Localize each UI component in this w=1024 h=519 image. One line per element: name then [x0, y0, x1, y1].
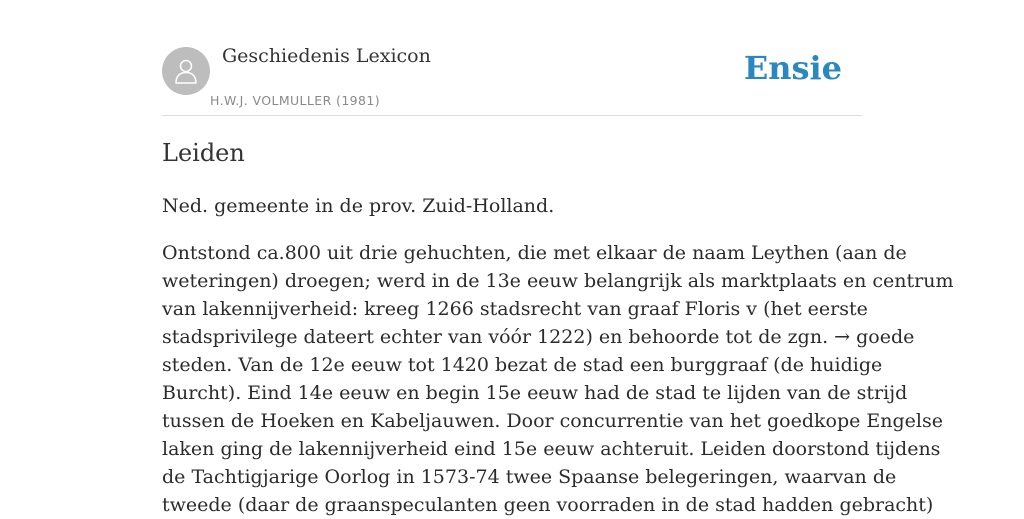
header-divider	[162, 115, 862, 116]
body-line: laken ging de lakennijverheid eind 15e eeuw achteruit. Leiden doorstond tijdens	[162, 438, 941, 460]
body-line: stadsprivilege dateert echter van vóór 1222) en behoorde tot de zgn. → goede	[162, 326, 915, 348]
avatar[interactable]	[162, 47, 210, 95]
body-line: Burcht). Eind 14e eeuw en begin 15e eeuw had de stad te lijden van de strijd	[162, 382, 908, 404]
page-title: Leiden	[162, 139, 245, 167]
lexicon-name-link[interactable]: Geschiedenis Lexicon	[222, 45, 431, 67]
user-icon	[171, 56, 201, 86]
author-link[interactable]: H.W.J. VOLMULLER (1981)	[210, 93, 381, 108]
brand-logo[interactable]: Ensie	[743, 49, 842, 87]
body-line: tweede (daar de graanspeculanten geen voorraden in de stad hadden gebracht)	[162, 494, 934, 516]
body-line: van lakennijverheid: kreeg 1266 stadsrecht van graaf Floris v (het eerste	[162, 298, 868, 320]
body-paragraph	[162, 239, 954, 519]
body-line: Ontstond ca.800 uit drie gehuchten, die met elkaar de naam Leythen (aan de	[162, 242, 907, 264]
page	[162, 0, 954, 516]
body-line: weteringen) droegen; werd in de 13e eeuw belangrijk als marktplaats en centrum	[162, 270, 954, 292]
body-line: steden. Van de 12e eeuw tot 1420 bezat de stad een burggraaf (de huidige	[162, 354, 883, 376]
intro-paragraph: Ned. gemeente in de prov. Zuid-Holland.	[162, 195, 555, 217]
body-line: de Tachtigjarige Oorlog in 1573-74 twee Spaanse belegeringen, waarvan de	[162, 466, 897, 488]
body-line: tussen de Hoeken en Kabeljauwen. Door concurrentie van het goedkope Engelse	[162, 410, 943, 432]
